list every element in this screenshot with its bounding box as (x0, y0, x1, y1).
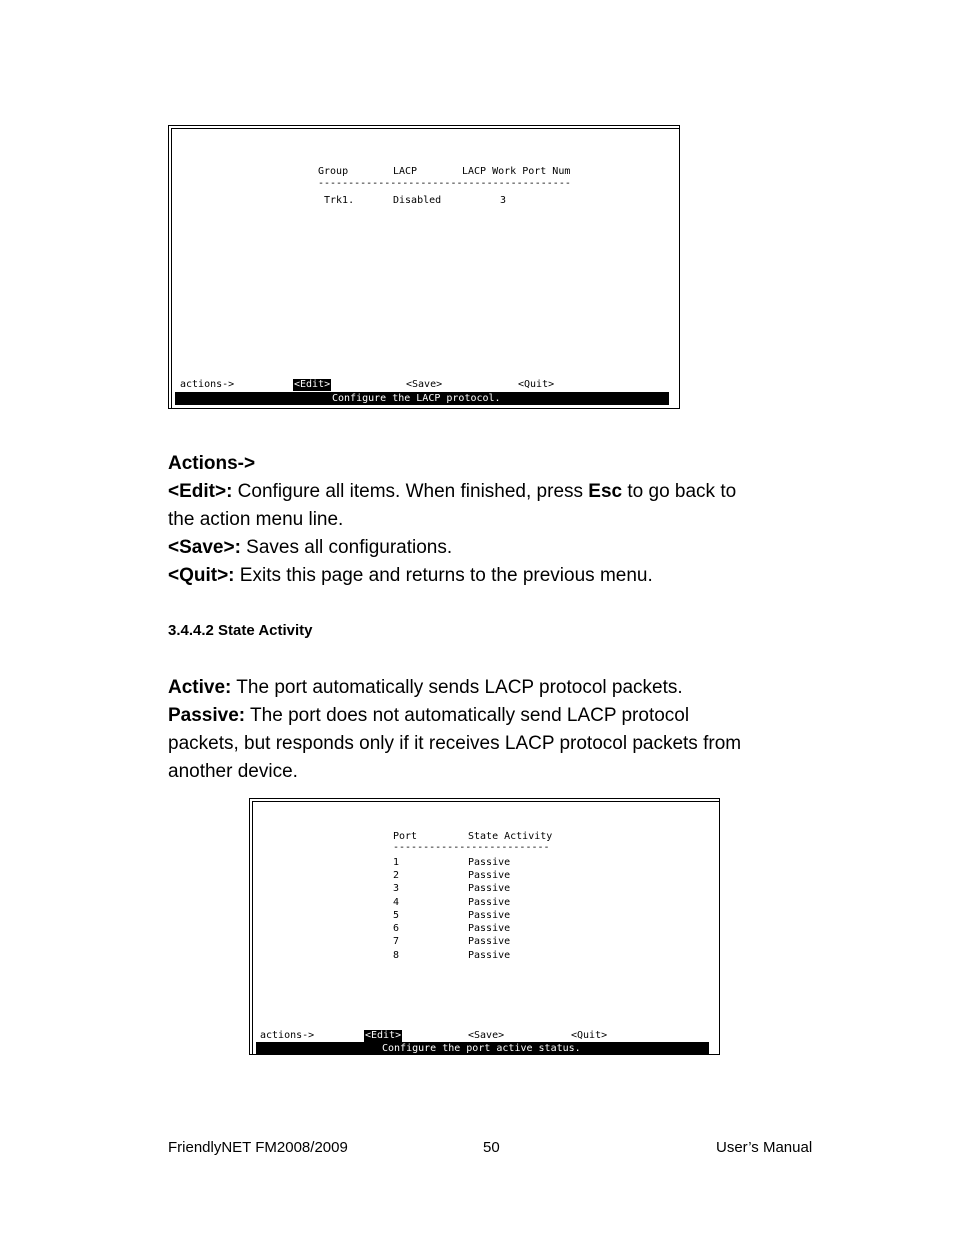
edit-text: Configure all items. When finished, press (232, 481, 589, 502)
actions-menu-label: actions-> (180, 379, 235, 390)
header-rule: -------------------------- (393, 842, 550, 853)
port-cell: 8 (393, 950, 400, 961)
edit-label: <Edit>: (168, 481, 233, 502)
edit-menu-item[interactable]: <Edit> (365, 1030, 402, 1041)
port-cell: 7 (393, 936, 400, 947)
port-cell: 1 (393, 857, 400, 868)
port-cell: 3 (393, 883, 400, 894)
state-cell: Passive (468, 936, 511, 947)
save-description (168, 534, 808, 562)
quit-menu-item[interactable]: <Quit> (518, 379, 555, 390)
state-cell: Passive (468, 857, 511, 868)
page-number: 50 (483, 1139, 500, 1156)
edit-description-cont: the action menu line. (168, 509, 344, 530)
state-cell: Passive (468, 923, 511, 934)
status-bar (256, 1042, 709, 1055)
quit-description (168, 562, 808, 590)
cell-lacp: Disabled (393, 195, 442, 206)
section-heading: 3.4.4.2 State Activity (168, 622, 313, 639)
actions-menu-label: actions-> (260, 1030, 315, 1041)
status-bar (175, 392, 669, 405)
quit-label: <Quit>: (168, 565, 235, 586)
state-cell: Passive (468, 883, 511, 894)
save-menu-item[interactable]: <Save> (468, 1030, 505, 1041)
quit-menu-item[interactable]: <Quit> (571, 1030, 608, 1041)
save-label: <Save>: (168, 537, 241, 558)
state-activity-terminal-screenshot (249, 798, 720, 1055)
col-header-lacp: LACP (393, 166, 418, 177)
status-text: Configure the LACP protocol. (332, 393, 501, 404)
state-cell: Passive (468, 910, 511, 921)
passive-description (168, 702, 808, 730)
edit-menu-item[interactable]: <Edit> (294, 379, 331, 390)
col-header-group: Group (318, 166, 349, 177)
footer-manual: User’s Manual (716, 1139, 813, 1156)
port-cell: 2 (393, 870, 400, 881)
col-header-state-activity: State Activity (468, 831, 553, 842)
port-cell: 4 (393, 897, 400, 908)
footer-product: FriendlyNET FM2008/2009 (168, 1139, 348, 1156)
edit-text-b: to go back to (622, 481, 737, 502)
header-rule: ------------------------------------------ (318, 178, 571, 189)
port-cell: 6 (393, 923, 400, 934)
state-cell: Passive (468, 870, 511, 881)
state-cell: Passive (468, 950, 511, 961)
active-text: The port automatically sends LACP protocol packets. (231, 677, 683, 698)
lacp-terminal-screenshot (168, 125, 680, 409)
cell-group: Trk1. (324, 195, 355, 206)
quit-text: Exits this page and returns to the previous menu. (234, 565, 653, 586)
col-header-work-port-num: LACP Work Port Num (462, 166, 571, 177)
save-menu-item[interactable]: <Save> (406, 379, 443, 390)
col-header-port: Port (393, 831, 418, 842)
cell-work-port-num: 3 (500, 195, 507, 206)
actions-heading: Actions-> (168, 453, 256, 474)
esc-key: Esc (588, 481, 623, 502)
state-cell: Passive (468, 897, 511, 908)
passive-text: The port does not automatically send LACP protocol (245, 705, 690, 726)
passive-label: Passive: (168, 705, 246, 726)
save-text: Saves all configurations. (240, 537, 453, 558)
active-label: Active: (168, 677, 232, 698)
port-cell: 5 (393, 910, 400, 921)
passive-description-end: another device. (168, 761, 298, 782)
status-text: Configure the port active status. (382, 1043, 581, 1054)
active-description (168, 674, 808, 702)
passive-description-cont: packets, but responds only if it receives LACP protocol packets from (168, 733, 742, 754)
edit-description (168, 478, 808, 506)
